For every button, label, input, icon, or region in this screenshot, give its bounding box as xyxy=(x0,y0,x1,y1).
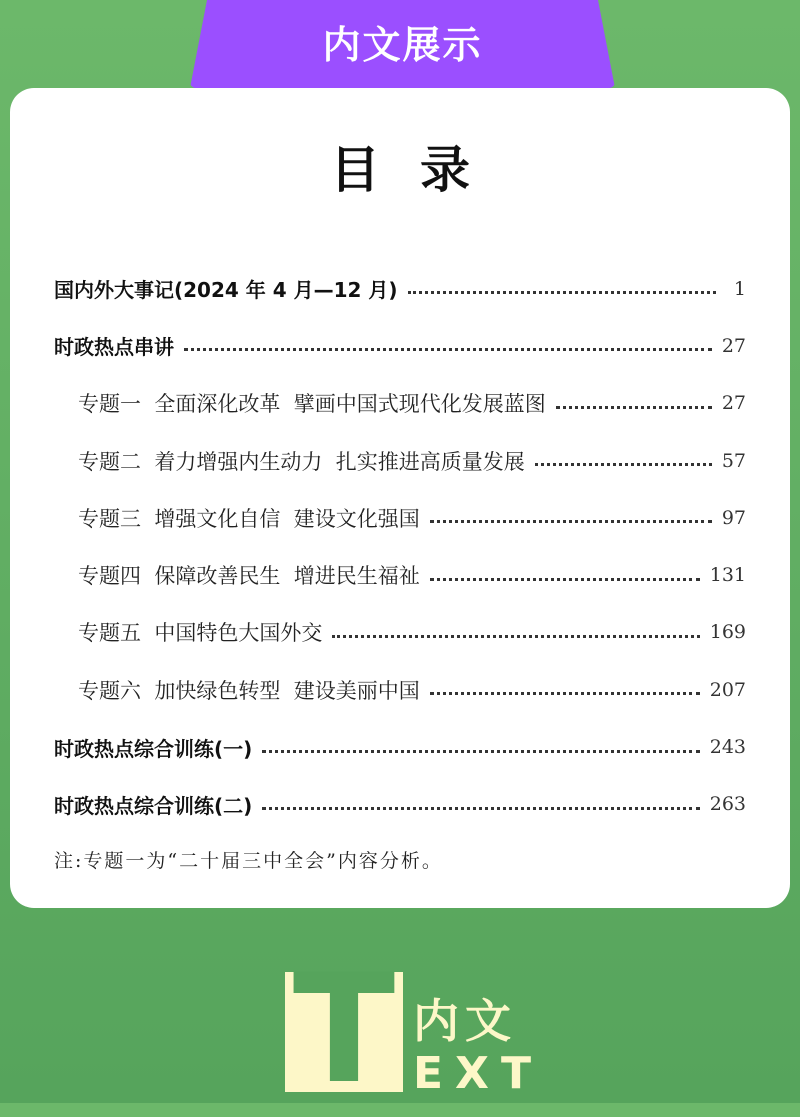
toc-entry-page: 97 xyxy=(721,506,746,529)
text-badge-chinese: 内文 xyxy=(413,994,517,1048)
text-badge-english: EXT xyxy=(413,1048,543,1099)
dot-leader xyxy=(262,807,699,810)
dot-leader xyxy=(184,348,712,351)
toc-entry-page: 169 xyxy=(709,621,746,644)
dot-leader xyxy=(535,463,712,466)
toc-entry-major-events xyxy=(54,260,746,317)
toc-entry-topic-1 xyxy=(54,375,746,432)
toc-entry-page: 1 xyxy=(733,277,746,300)
toc-entry-training-2 xyxy=(54,776,746,833)
toc-entry-label: 专题一 全面深化改革 擘画中国式现代化发展蓝图 xyxy=(78,392,546,417)
toc-entry-label: 时政热点综合训练(一) xyxy=(54,736,253,761)
text-badge-letter: T xyxy=(292,943,396,1117)
toc-entry-page: 27 xyxy=(721,334,746,357)
toc-entry-topic-5 xyxy=(54,604,746,661)
dot-leader xyxy=(408,291,716,294)
toc-entry-label: 专题六 加快绿色转型 建设美丽中国 xyxy=(78,678,420,703)
toc-title: 目录 xyxy=(330,140,510,199)
dot-leader xyxy=(262,750,699,753)
dot-leader xyxy=(430,692,700,695)
toc-list xyxy=(54,260,746,833)
toc-entry-hot-topics xyxy=(54,317,746,374)
toc-entry-page: 27 xyxy=(721,392,746,415)
toc-entry-label: 专题三 增强文化自信 建设文化强国 xyxy=(78,506,420,531)
toc-entry-page: 243 xyxy=(709,736,746,759)
toc-entry-topic-6 xyxy=(54,661,746,718)
toc-entry-label: 专题四 保障改善民生 增进民生福祉 xyxy=(78,564,420,589)
toc-entry-page: 207 xyxy=(709,678,746,701)
toc-entry-page: 57 xyxy=(721,449,746,472)
header-tab-title: 内文展示 xyxy=(322,23,483,67)
toc-note: 注:专题一为“二十届三中全会”内容分析。 xyxy=(54,850,443,872)
toc-entry-label: 时政热点综合训练(二) xyxy=(54,793,253,818)
toc-entry-training-1 xyxy=(54,718,746,775)
dot-leader xyxy=(332,635,699,638)
dot-leader xyxy=(430,578,700,581)
dot-leader xyxy=(556,406,712,409)
toc-entry-topic-2 xyxy=(54,432,746,489)
toc-entry-page: 263 xyxy=(709,793,746,816)
toc-entry-label: 专题五 中国特色大国外交 xyxy=(78,621,323,646)
toc-entry-label: 国内外大事记(2024 年 4 月—12 月) xyxy=(54,278,398,303)
toc-entry-label: 时政热点串讲 xyxy=(54,335,174,360)
toc-entry-label: 专题二 着力增强内生动力 扎实推进高质量发展 xyxy=(78,449,525,474)
toc-entry-page: 131 xyxy=(709,564,746,587)
dot-leader xyxy=(430,520,712,523)
toc-entry-topic-4 xyxy=(54,546,746,603)
toc-entry-topic-3 xyxy=(54,489,746,546)
